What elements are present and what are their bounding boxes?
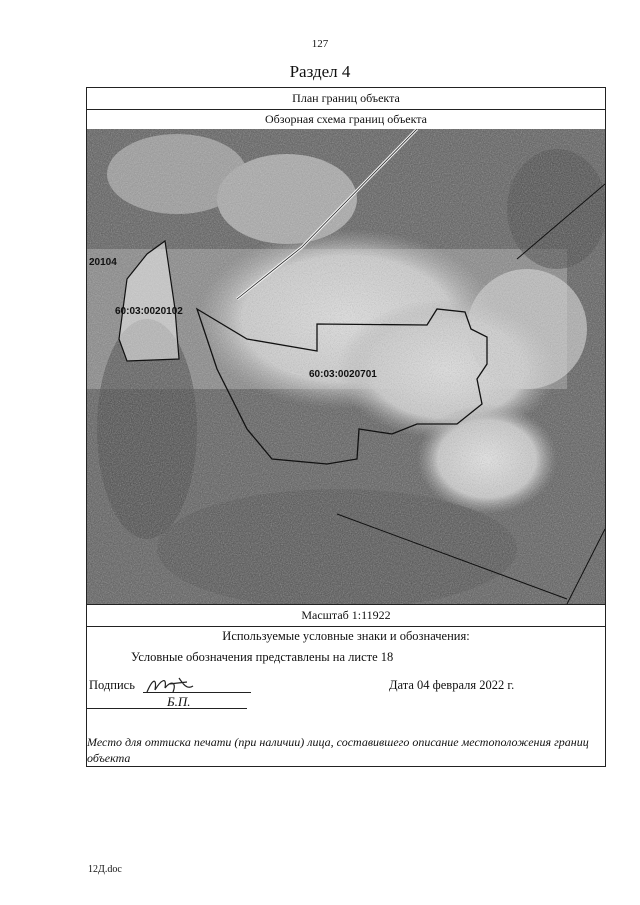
signature-date: Дата 04 февраля 2022 г.	[389, 678, 515, 692]
initials-line	[87, 708, 247, 709]
stamp-place-note: Место для оттиска печати (при наличии) лица, составившего описание местоположения границ объекта	[87, 735, 589, 765]
overview-map	[87, 129, 605, 605]
scale-label: Масштаб 1:11922	[87, 604, 605, 627]
map-label-left-edge: 20104	[89, 257, 117, 268]
signature-label: Подпись	[89, 678, 135, 692]
plan-title: План границ объекта	[87, 88, 605, 110]
satellite-map-image	[87, 129, 605, 604]
overview-title: Обзорная схема границ объекта	[87, 109, 605, 130]
map-label-plot-a: 60:03:0020102	[115, 306, 183, 317]
signature-line	[143, 692, 251, 693]
signer-initials: Б.П.	[167, 694, 191, 709]
boundary-plan-frame	[86, 87, 606, 767]
legend-heading: Используемые условные знаки и обозначения:	[222, 629, 470, 643]
footer-file-name: 12Д.doc	[88, 864, 122, 875]
legend-note: Условные обозначения представлены на листе 18	[131, 650, 394, 664]
map-label-plot-b: 60:03:0020701	[309, 369, 377, 380]
section-title: Раздел 4	[289, 62, 351, 81]
page-number: 127	[311, 38, 329, 50]
